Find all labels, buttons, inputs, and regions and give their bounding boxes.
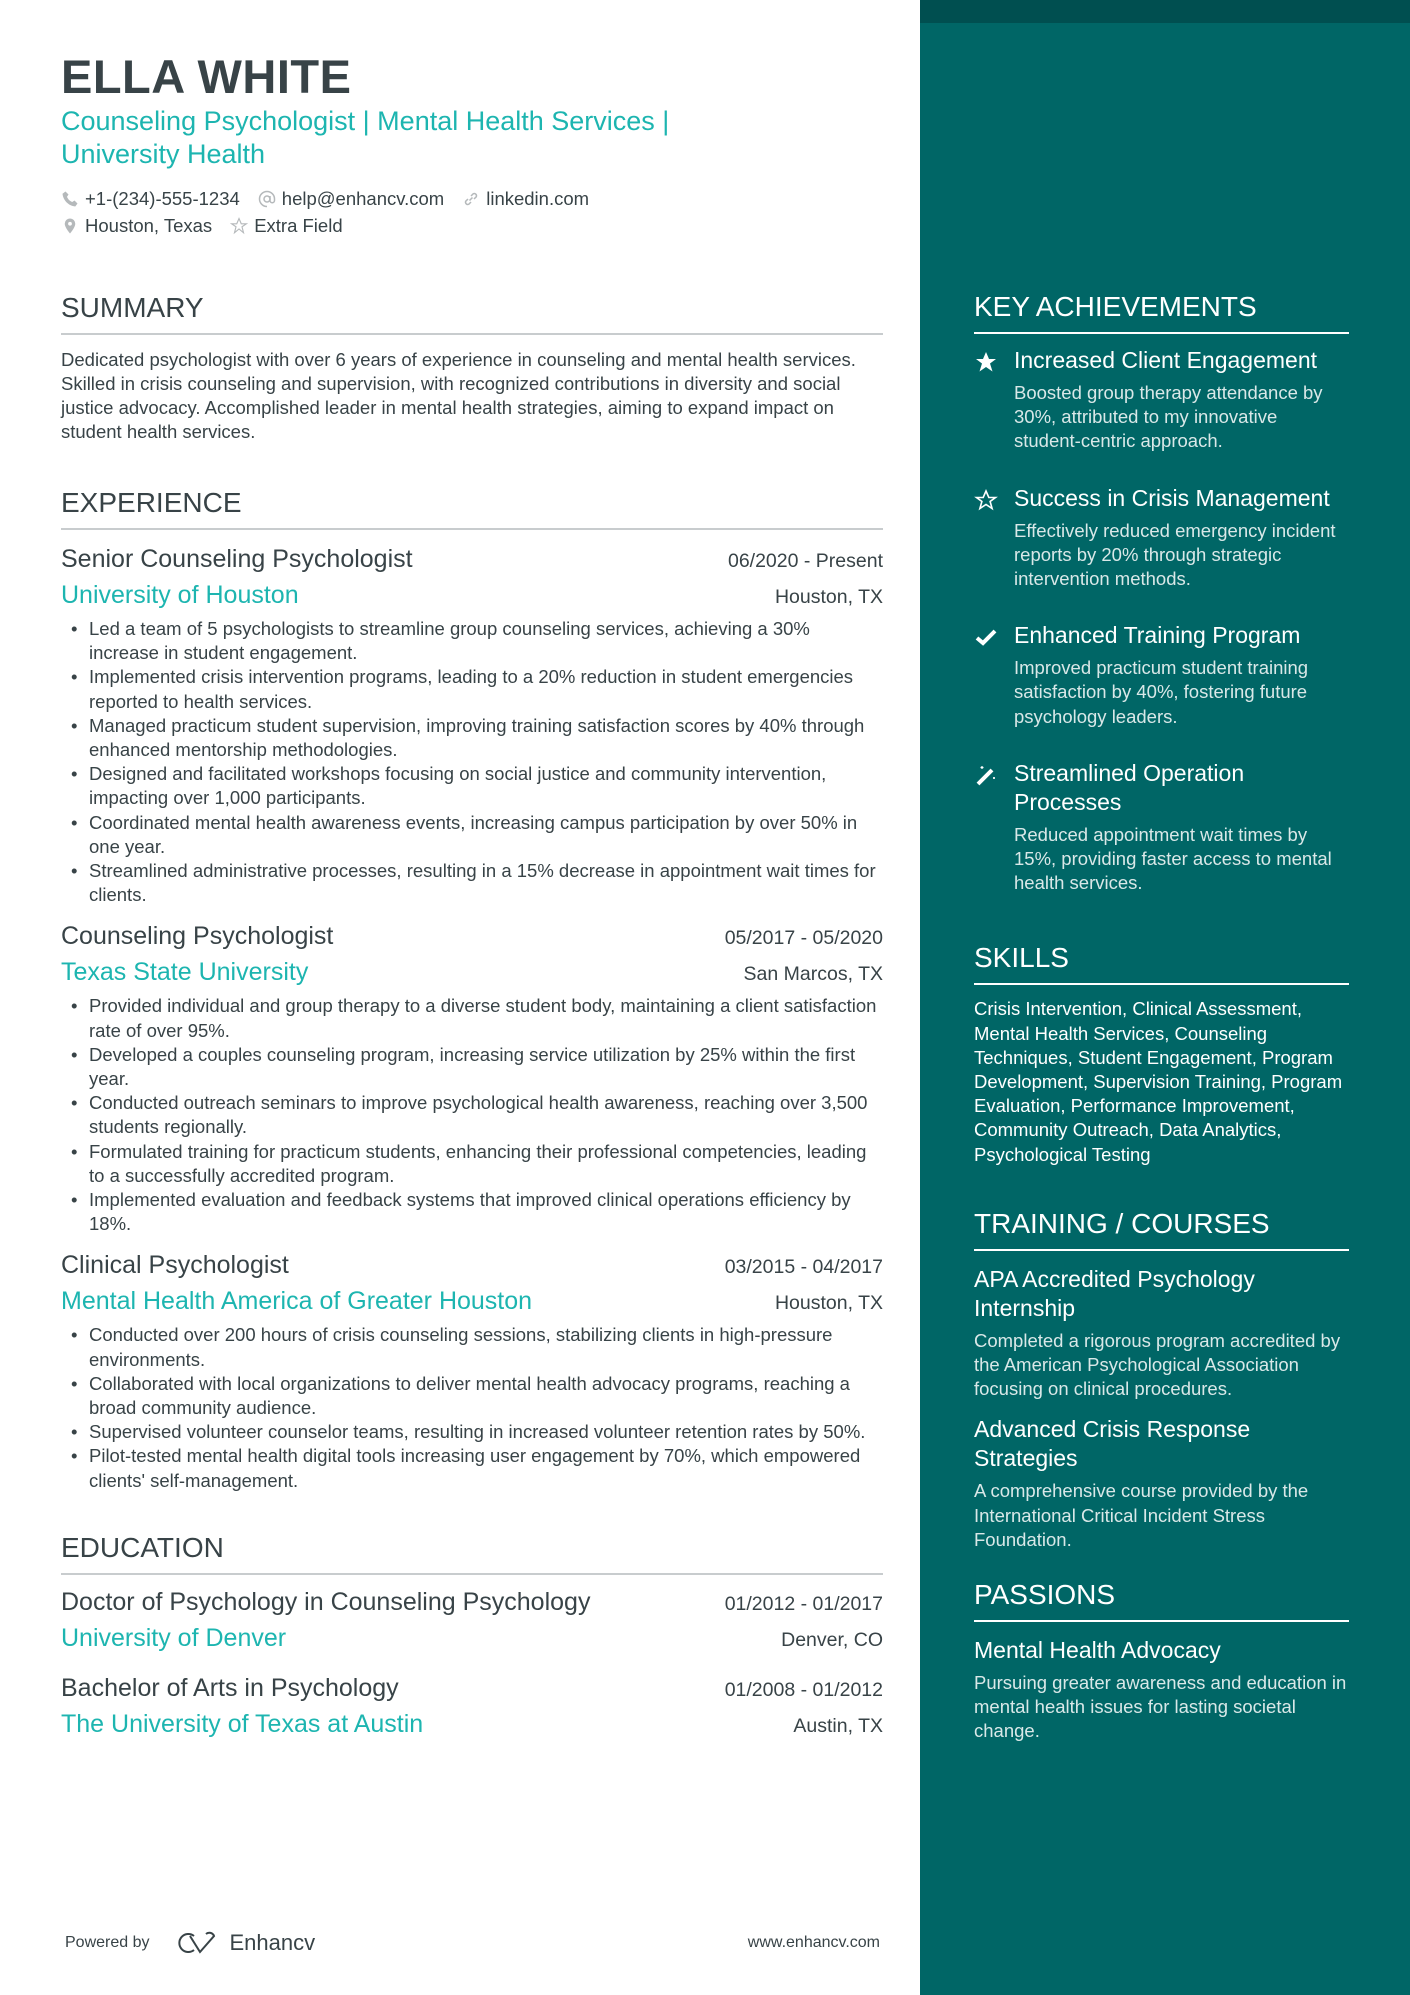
contact-extra [230,212,342,239]
phone-text[interactable]: +1-(234)-555-1234 [85,188,240,209]
achievement-title: Success in Crisis Management [1014,484,1330,511]
achievement-text: Reduced appointment wait times by 15%, providing faster access to mental health services. [1014,823,1332,894]
job-entry [61,919,883,1236]
achievement-text: Boosted group therapy attendance by 30%, attributed to my innovative student-centric approach. [1014,382,1323,452]
school-location: Denver, CO [781,1628,883,1651]
enhancv-brand[interactable]: Enhancv [229,1930,316,1955]
job-bullet: • Pilot-tested mental health digital tools increasing user engagement by 70%, which empowered clients' self-management. [61,1444,883,1492]
job-dates: 06/2020 - Present [727,550,883,572]
summary-heading: SUMMARY [61,291,883,335]
skills-heading: SKILLS [974,941,1349,985]
degree: Bachelor of Arts in Psychology [61,1673,399,1702]
passion-title: Mental Health Advocacy [974,1637,1221,1664]
job-bullet: • Coordinated mental health awareness events, increasing campus participation by over 50% in one year. [61,811,883,859]
company-name: University of Houston [61,581,299,609]
job-bullet: • Conducted outreach seminars to improve psychological health awareness, reaching over 3,500 students regionally. [61,1091,883,1139]
job-bullet: • Conducted over 200 hours of crisis counseling sessions, stabilizing clients in high-pressure environments. [61,1323,883,1371]
job-entry [61,1248,883,1492]
job-location: Houston, TX [774,1292,883,1315]
education-dates: 01/2012 - 01/2017 [724,1592,883,1615]
footer-url[interactable]: www.enhancv.com [747,1934,880,1951]
company-name: Texas State University [61,958,309,987]
experience-heading: EXPERIENCE [61,486,883,530]
achievements-heading: KEY ACHIEVEMENTS [974,290,1349,334]
job-bullet: • Supervised volunteer counselor teams, resulting in increased volunteer retention rates by 50%. [61,1420,883,1444]
job-bullet: • Implemented evaluation and feedback systems that improved clinical operations efficiency by 18%. [61,1188,883,1236]
education-entry [61,1671,883,1743]
achievement-item [974,484,1349,610]
job-bullet: • Led a team of 5 psychologists to streamline group counseling services, achieving a 30% increase in student engagement. [61,617,883,665]
job-dates: 03/2015 - 04/2017 [724,1256,883,1279]
education-list [61,1585,883,1743]
course-text: Completed a rigorous program accredited by the American Psychological Association focusing on clinical procedures. [974,1329,1341,1400]
phone-icon [61,190,79,208]
achievement-title: Enhanced Training Program [1014,622,1301,649]
course-title: APA Accredited Psychology Internship [974,1265,1255,1321]
candidate-name: ELLA WHITE [61,50,352,103]
enhancv-logo-icon [176,1930,222,1956]
job-bullet: • Provided individual and group therapy to a diverse student body, maintaining a client satisfaction rate of over 95%. [61,994,883,1042]
training-list [974,1265,1349,1552]
email-text[interactable]: help@enhancv.com [281,188,445,209]
job-title: Clinical Psychologist [61,1251,289,1280]
job-bullets [61,1323,883,1492]
achievement-text: Improved practicum student training satisfaction by 40%, fostering future psychology leaders. [1014,657,1309,727]
education-heading: EDUCATION [61,1531,883,1575]
powered-by-text: Powered by [65,1934,150,1951]
school-location: Austin, TX [793,1714,883,1737]
achievement-item [974,759,1349,914]
location-text: Houston, Texas [85,215,213,236]
contact-email [258,185,444,212]
achievement-text: Effectively reduced emergency incident reports by 20% through strategic intervention methods. [1014,519,1336,590]
job-location: Houston, TX [774,586,883,608]
contact-phone [61,185,240,212]
at-icon [258,190,276,208]
extra-text: Extra Field [254,215,343,236]
job-bullet: • Managed practicum student supervision, improving training satisfaction scores by 40% through enhanced mentorship methodologies. [61,714,883,762]
location-icon [61,217,79,235]
passions-list [974,1636,1349,1744]
contact-location [61,212,212,239]
education-entry [61,1585,883,1657]
job-bullet: • Collaborated with local organizations to deliver mental health advocacy programs, reaching a broad community audience. [61,1372,883,1420]
education-dates: 01/2008 - 01/2012 [724,1678,883,1701]
school-name: University of Denver [61,1623,287,1652]
achievement-item [974,621,1349,747]
star-filled-icon [974,350,998,374]
linkedin-text[interactable]: linkedin.com [486,188,590,209]
degree: Doctor of Psychology in Counseling Psychology [61,1587,591,1616]
link-icon [462,190,480,208]
experience-list [61,542,883,1493]
passion-text: Pursuing greater awareness and education in mental health issues for lasting societal change. [974,1672,1347,1742]
job-title: Senior Counseling Psychologist [61,545,413,573]
course-title: Advanced Crisis Response Strategies [974,1416,1251,1472]
sidebar [920,0,1410,1995]
achievements-list [974,346,1349,913]
contact-linkedin [462,185,589,212]
job-dates: 05/2017 - 05/2020 [724,927,883,950]
contact-list [61,185,701,239]
training-heading: TRAINING / COURSES [974,1207,1349,1251]
star-outline-icon [974,488,998,512]
job-bullet: • Implemented crisis intervention programs, leading to a 20% reduction in student emergencies reported to health services. [61,665,883,713]
passions-heading: PASSIONS [974,1578,1349,1622]
job-bullet: • Designed and facilitated workshops focusing on social justice and community intervention, impacting over 1,000 participants. [61,762,883,810]
achievement-title: Streamlined Operation Processes [1014,759,1245,815]
job-title: Counseling Psychologist [61,922,334,951]
school-name: The University of Texas at Austin [61,1709,424,1738]
company-name: Mental Health America of Greater Houston [61,1287,533,1316]
achievement-title: Increased Client Engagement [1014,347,1318,373]
job-location: San Marcos, TX [743,963,883,986]
job-bullet: • Formulated training for practicum students, enhancing their professional competencies, leading to a successfully accredited program. [61,1140,883,1188]
job-bullets [61,617,883,907]
achievement-item [974,346,1349,472]
check-icon [974,625,998,649]
course-text: A comprehensive course provided by the International Critical Incident Stress Foundation. [974,1480,1309,1550]
magic-wand-icon [974,763,998,787]
powered-by [65,1930,315,1956]
job-bullets [61,994,883,1236]
job-entry [61,542,883,907]
summary-text: Dedicated psychologist with over 6 years of experience in counseling and mental health services. Skilled in crisis counseling and supervision, with recognized contributions in diversity and social justice advocacy. Accomplished leader in mental health strategies, aiming to expand impact on student health services. [61,349,856,442]
headline: Counseling Psychologist | Mental Health Services | University Health [61,106,670,169]
star-icon [230,217,248,235]
footer [65,1930,880,1956]
skills-text: Crisis Intervention, Clinical Assessment, Mental Health Services, Counseling Techniques, Student Engagement, Program Development, Supervision Training, Program Evaluation, Performance Improvement, Community Outreach, Data Analytics, Psychological Testing [974,998,1343,1165]
sidebar-top-strip [920,0,1410,23]
job-bullet: • Developed a couples counseling program, increasing service utilization by 25% within the first year. [61,1043,883,1091]
job-bullet: • Streamlined administrative processes, resulting in a 15% decrease in appointment wait times for clients. [61,859,883,907]
